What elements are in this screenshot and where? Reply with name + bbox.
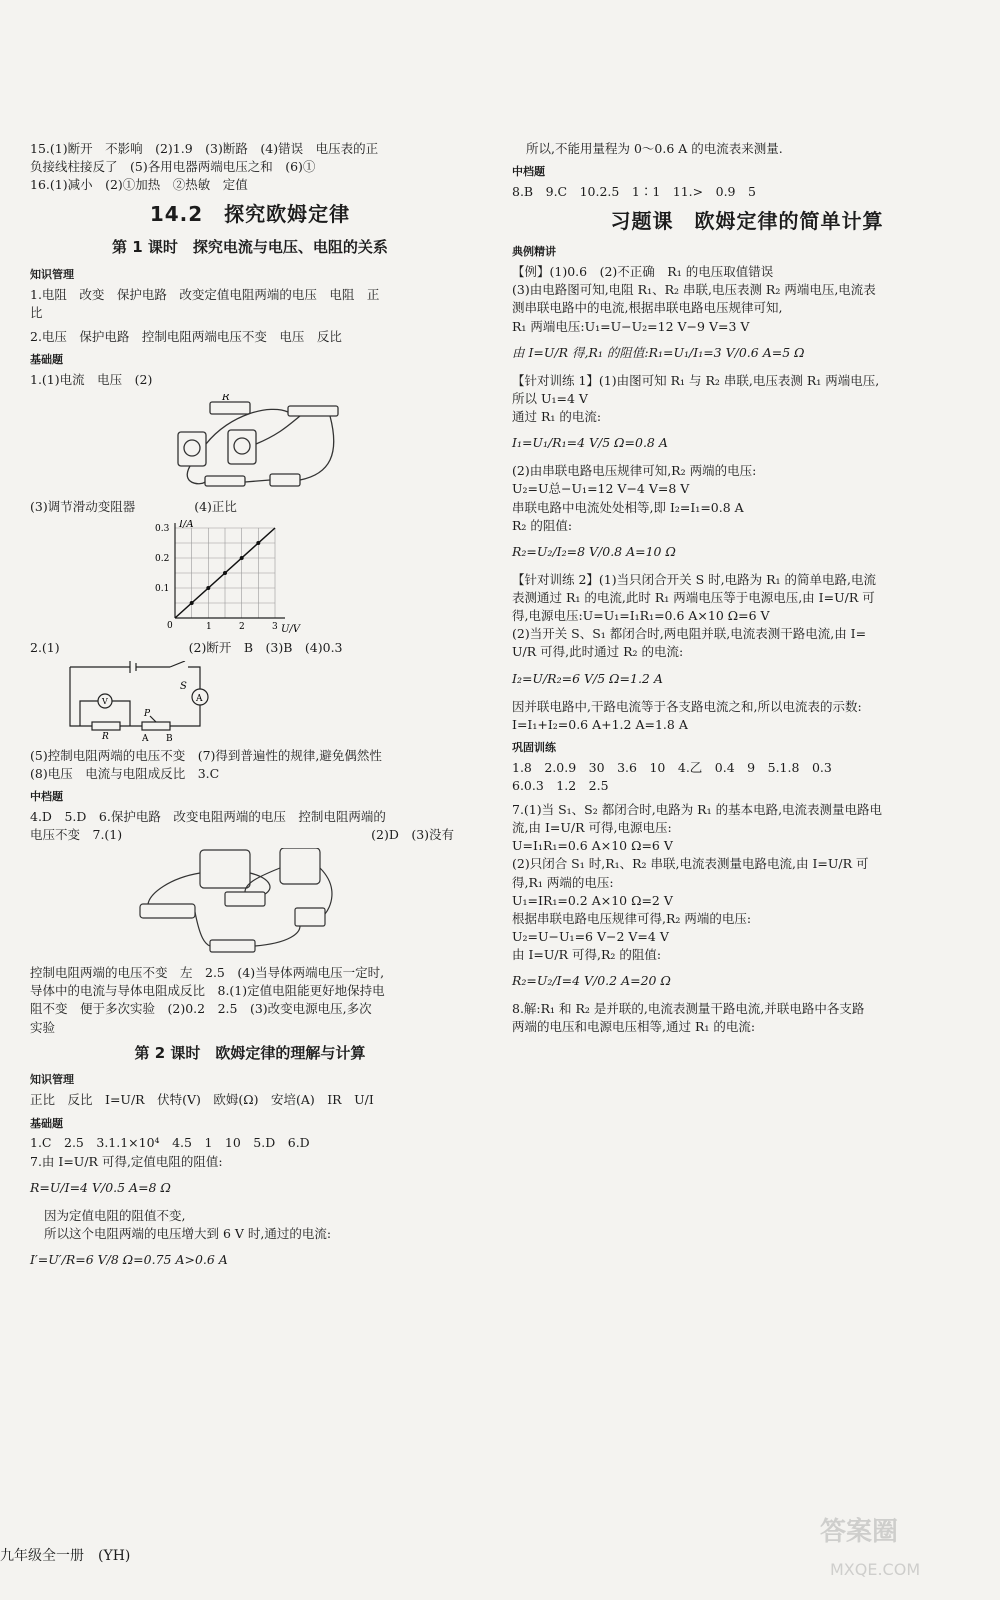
iu-graph <box>30 520 470 635</box>
answer-line: 比 <box>30 305 43 321</box>
answer-line: 【针对训练 2】(1)当只闭合开关 S 时,电路为 R₁ 的简单电路,电流 <box>512 571 876 587</box>
x-axis-label: U/V <box>281 623 301 635</box>
watermark-logo <box>810 1500 980 1590</box>
formula: R₂=U₂/I₂=8 V/0.8 A=10 Ω <box>512 543 676 559</box>
formula: R₂=U₂/I=4 V/0.2 A=20 Ω <box>512 973 671 989</box>
answer-line: 1.(1)电流 电压 (2) <box>30 372 153 388</box>
x-tick: 1 <box>206 621 212 632</box>
answer-line: 所以 U₁=4 V <box>512 390 588 406</box>
slider-label: P <box>144 708 151 719</box>
y-tick: 0.1 <box>155 583 170 594</box>
section-title: 14.2 探究欧姆定律 <box>149 202 351 227</box>
label-medium: 中档题 <box>30 790 63 803</box>
answer-line: U=I₁R₁=0.6 A×10 Ω=6 V <box>512 838 673 854</box>
answer-line: 正比 反比 I=U/R 伏特(V) 欧姆(Ω) 安培(A) IR U/I <box>30 1092 374 1108</box>
answer-line: 串联电路中电流处处相等,即 I₂=I₁=0.8 A <box>512 499 744 515</box>
rheostat-a-label: A <box>142 733 149 743</box>
watermark-sub: MXQE.COM <box>830 1560 921 1579</box>
answer-line: 表测通过 R₁ 的电流,此时 R₁ 两端电压等于电源电压,由 I=U/R 可 <box>512 590 875 605</box>
answer-line: 8.解:R₁ 和 R₂ 是并联的,电流表测量干路电流,并联电路中各支路 <box>512 1001 865 1017</box>
label-examples: 典例精讲 <box>512 245 556 259</box>
answer-line: R₁ 两端电压:U₁=U−U₂=12 V−9 V=3 V <box>512 318 750 334</box>
ammeter-label: A <box>196 693 203 704</box>
answer-line: 得,电源电压:U=U₁=I₁R₁=0.6 A×10 Ω=6 V <box>512 608 770 624</box>
formula: I′=U′/R=6 V/8 Ω=0.75 A>0.6 A <box>30 1252 228 1268</box>
answer-line: 得,R₁ 两端的电压: <box>512 874 614 890</box>
label-medium: 中档题 <box>512 165 545 179</box>
answer-line: 所以这个电阻两端的电压增大到 6 V 时,通过的电流: <box>44 1225 332 1241</box>
answer-line: 1.电阻 改变 保护电路 改变定值电阻两端的电压 电阻 正 <box>30 287 380 303</box>
answer-line: 4.D 5.D 6.保护电路 改变电阻两端的电压 控制电阻两端的 <box>30 808 386 824</box>
answer-text: (4)正比 <box>194 498 237 514</box>
answer-line: 【针对训练 1】(1)由图可知 R₁ 与 R₂ 串联,电压表测 R₁ 两端电压, <box>512 372 880 388</box>
lesson-title: 第 2 课时 欧姆定律的理解与计算 <box>134 1043 366 1062</box>
answer-text: (3)调节滑动变阻器 <box>30 498 136 514</box>
answer-line: (3)由电路图可知,电阻 R₁、R₂ 串联,电压表测 R₂ 两端电压,电流表 <box>512 282 876 298</box>
answer-line: 根据串联电路电压规律可得,R₂ 两端的电压: <box>512 910 752 926</box>
answer-line <box>30 826 470 844</box>
label-knowledge: 知识管理 <box>30 268 74 282</box>
resistor-label: R <box>102 731 109 742</box>
label-basic: 基础题 <box>30 1116 63 1130</box>
answer-line: R₂ 的阻值: <box>512 517 573 533</box>
answer-line: 所以,不能用量程为 0～0.6 A 的电流表来测量. <box>526 141 783 156</box>
label-basic: 基础题 <box>30 353 63 367</box>
answer-line: 15.(1)断开 不影响 (2)1.9 (3)断路 (4)错误 电压表的正 <box>30 141 379 156</box>
answer-line: 阻不变 便于多次实验 (2)0.2 2.5 (3)改变电源电压,多次 <box>30 1001 372 1017</box>
answer-line: 6.0.3 1.2 2.5 <box>512 777 609 793</box>
circuit-diagram <box>30 661 470 743</box>
answer-text: 电压不变 7.(1) <box>30 827 123 843</box>
answer-line: 两端的电压和电源电压相等,通过 R₁ 的电流: <box>512 1019 756 1035</box>
answer-line: (8)电压 电流与电阻成反比 3.C <box>30 765 220 781</box>
answer-line: 7.由 I=U/R 可得,定值电阻的阻值: <box>30 1153 223 1169</box>
answer-line: 8.B 9.C 10.2.5 1∶1 11.> 0.9 5 <box>512 184 756 200</box>
answer-line: 1.C 2.5 3.1.1×10⁴ 4.5 1 10 5.D 6.D <box>30 1135 310 1151</box>
answer-line: I=I₁+I₂=0.6 A+1.2 A=1.8 A <box>512 716 688 732</box>
formula: R=U/I=4 V/0.5 A=8 Ω <box>30 1179 171 1195</box>
answer-line: 控制电阻两端的电压不变 左 2.5 (4)当导体两端电压一定时, <box>30 965 385 981</box>
page-footer: 九年级全一册 (YH) <box>0 1548 131 1564</box>
label-knowledge: 知识管理 <box>30 1073 74 1087</box>
answer-line <box>30 639 470 657</box>
left-column <box>30 140 470 1279</box>
watermark-main: 答案圈 <box>820 1517 899 1547</box>
answer-line: U₂=U−U₁=6 V−2 V=4 V <box>512 928 669 944</box>
answer-line: 流,由 I=U/R 可得,电源电压: <box>512 820 672 836</box>
answer-line: (2)由串联电路电压规律可知,R₂ 两端的电压: <box>512 463 757 479</box>
formula: I₁=U₁/R₁=4 V/5 Ω=0.8 A <box>512 435 668 451</box>
formula: 由 I=U/R 得,R₁ 的阻值:R₁=U₁/I₁=3 V/0.6 A=5 Ω <box>512 344 805 360</box>
experiment-figure <box>30 848 470 960</box>
label-r: R <box>222 393 230 403</box>
right-column <box>512 140 982 1037</box>
answer-line: 通过 R₁ 的电流: <box>512 409 602 424</box>
answer-line: 实验 <box>30 1019 56 1035</box>
answer-line: U/R 可得,此时通过 R₂ 的电流: <box>512 644 684 660</box>
y-tick: 0.3 <box>155 523 170 534</box>
answer-line: (2)只闭合 S₁ 时,R₁、R₂ 串联,电流表测量电路电流,由 I=U/R 可 <box>512 856 869 872</box>
answer-line: 因并联电路中,干路电流等于各支路电流之和,所以电流表的示数: <box>512 698 862 714</box>
answer-line: 由 I=U/R 可得,R₂ 的阻值: <box>512 947 662 963</box>
y-axis-label: I/A <box>179 519 194 530</box>
rheostat-b-label: B <box>166 733 173 743</box>
answer-line: 负接线柱接反了 (5)各用电器两端电压之和 (6)① <box>30 159 316 175</box>
answer-line: (5)控制电阻两端的电压不变 (7)得到普遍性的规律,避免偶然性 <box>30 747 382 763</box>
answer-text: 2.(1) <box>30 639 60 655</box>
x-tick: 0 <box>167 620 173 631</box>
answer-text: (2)D (3)没有 <box>371 827 455 843</box>
answer-line: 导体中的电流与导体电阻成反比 8.(1)定值电阻能更好地保持电 <box>30 983 385 999</box>
section-title: 习题课 欧姆定律的简单计算 <box>610 209 884 234</box>
answer-line: U₂=U总−U₁=12 V−4 V=8 V <box>512 481 690 497</box>
answer-line <box>30 498 470 516</box>
answer-line: 7.(1)当 S₁、S₂ 都闭合时,电路为 R₁ 的基本电路,电流表测量电路电 <box>512 802 883 818</box>
x-tick: 3 <box>272 621 278 632</box>
y-tick: 0.2 <box>155 553 170 564</box>
label-consolidation: 巩固训练 <box>512 740 556 754</box>
answer-line: 2.电压 保护电路 控制电阻两端电压不变 电压 反比 <box>30 329 342 345</box>
x-tick: 2 <box>239 621 245 632</box>
voltmeter-label: V <box>102 696 108 706</box>
answer-line: (2)当开关 S、S₁ 都闭合时,两电阻并联,电流表测干路电流,由 I= <box>512 626 867 642</box>
switch-label: S <box>180 680 187 692</box>
answer-text: (2)断开 B (3)B (4)0.3 <box>188 639 343 655</box>
answer-line: 【例】(1)0.6 (2)不正确 R₁ 的电压取值错误 <box>512 264 774 280</box>
circuit-photo-figure <box>30 394 470 494</box>
formula: I₂=U/R₂=6 V/5 Ω=1.2 A <box>512 670 663 686</box>
answer-line: 16.(1)减小 (2)①加热 ②热敏 定值 <box>30 177 248 193</box>
lesson-title: 第 1 课时 探究电流与电压、电阻的关系 <box>112 238 388 257</box>
answer-line: 测串联电路中的电流,根据串联电路电压规律可知, <box>512 300 783 316</box>
answer-line: 1.8 2.0.9 30 3.6 10 4.乙 0.4 9 5.1.8 0.3 <box>512 759 832 775</box>
answer-line: 因为定值电阻的阻值不变, <box>44 1207 186 1223</box>
answer-line: U₁=IR₁=0.2 A×10 Ω=2 V <box>512 892 673 908</box>
